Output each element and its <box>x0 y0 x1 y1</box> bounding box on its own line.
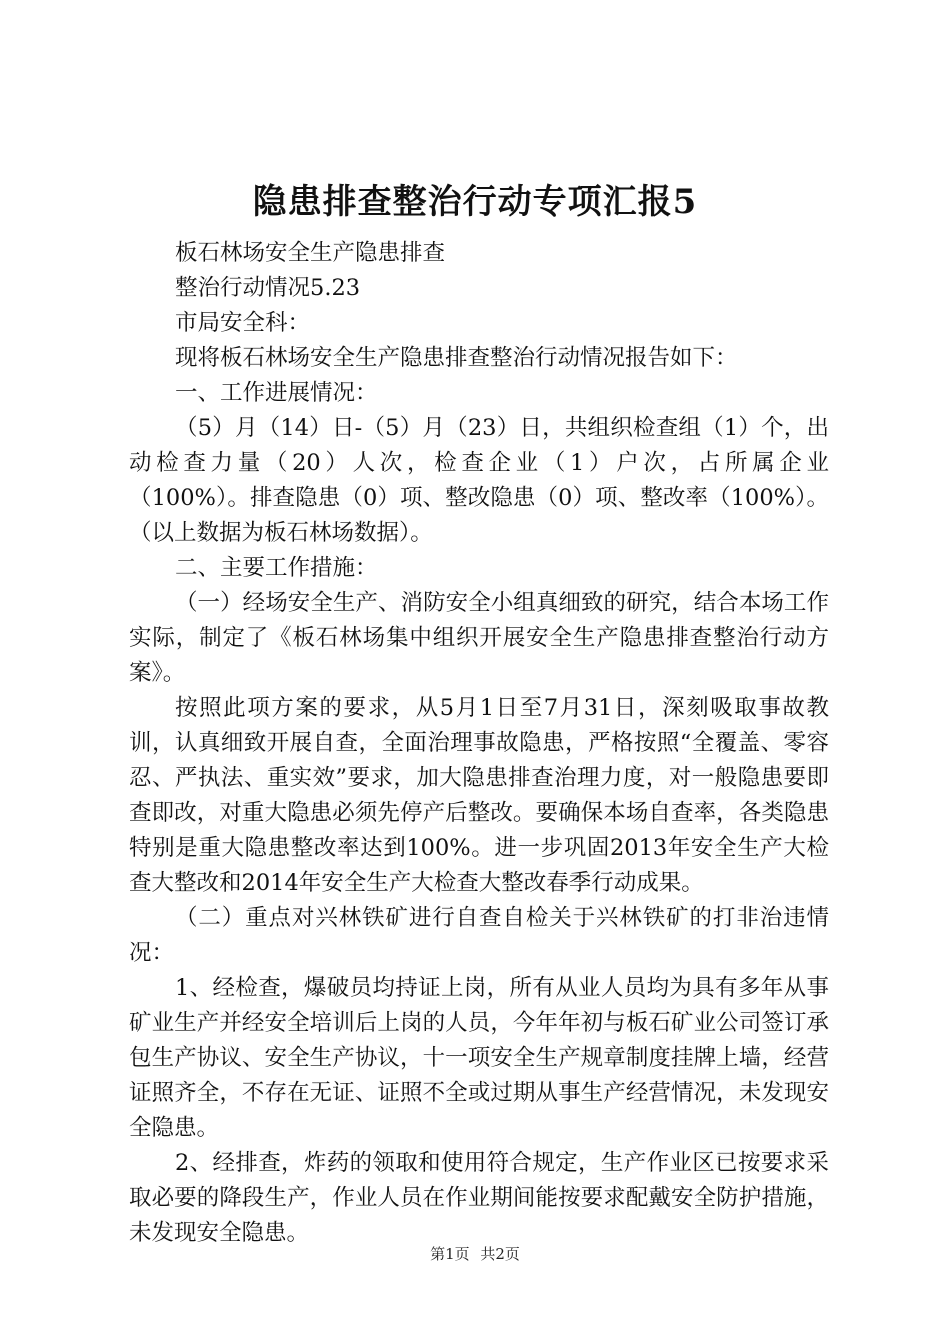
page-number: 第1页 <box>430 1245 470 1263</box>
paragraph-measure-one: （一）经场安全生产、消防安全小组真细致的研究，结合本场工作实际，制定了《板石林场集中组织开展安全生产隐患排查整治行动方案》。 <box>129 590 829 686</box>
paragraph-progress-stats: （5）月（14）日-（5）月（23）日，共组织检查组（1）个，出动检查力量（20）人次，检查企业（1）户次，占所属企业（100%）。排查隐患（0）项、整改隐患（0）项、整改率（100%）。（以上数据为板石林场数据）。 <box>129 415 829 546</box>
paragraph-unit-heading: 板石林场安全生产隐患排查 <box>175 240 446 266</box>
page-footer <box>0 1244 950 1264</box>
paragraph-plan-requirements: 按照此项方案的要求，从5月1日至7月31日，深刻吸取事故教训，认真细致开展自查，全面治理事故隐患，严格按照“全覆盖、零容忍、严执法、重实效”要求，加大隐患排查治理力度，对一般隐患要即查即改，对重大隐患必须先停产后整改。要确保本场自查率，各类隐患特别是重大隐患整改率达到100%。进一步巩固2013年安全生产大检查大整改和2014年安全生产大检查大整改春季行动成果。 <box>129 695 829 896</box>
section-heading-progress: 一、工作进展情况： <box>175 380 378 406</box>
paragraph-intro: 现将板石林场安全生产隐患排查整治行动情况报告如下： <box>175 345 738 371</box>
paragraph-measure-two: （二）重点对兴林铁矿进行自查自检关于兴林铁矿的打非治违情况： <box>129 905 829 966</box>
page-total: 共2页 <box>480 1245 520 1263</box>
document-body <box>129 236 829 1251</box>
paragraph-recipient: 市局安全科： <box>175 310 311 336</box>
paragraph-check-item-one: 1、经检查，爆破员均持证上岗，所有从业人员均为具有多年从事矿业生产并经安全培训后上岗的人员，今年年初与板石矿业公司签订承包生产协议、安全生产协议，十一项安全生产规章制度挂牌上墙，经营证照齐全，不存在无证、证照不全或过期从事生产经营情况，未发现安全隐患。 <box>129 975 829 1141</box>
section-heading-measures: 二、主要工作措施： <box>175 555 378 581</box>
paragraph-report-subtitle: 整治行动情况5.23 <box>175 275 361 301</box>
document-title: 隐患排查整治行动专项汇报5 <box>252 182 698 222</box>
paragraph-check-item-two: 2、经排查，炸药的领取和使用符合规定，生产作业区已按要求采取必要的降段生产，作业人员在作业期间能按要求配戴安全防护措施，未发现安全隐患。 <box>129 1150 829 1246</box>
